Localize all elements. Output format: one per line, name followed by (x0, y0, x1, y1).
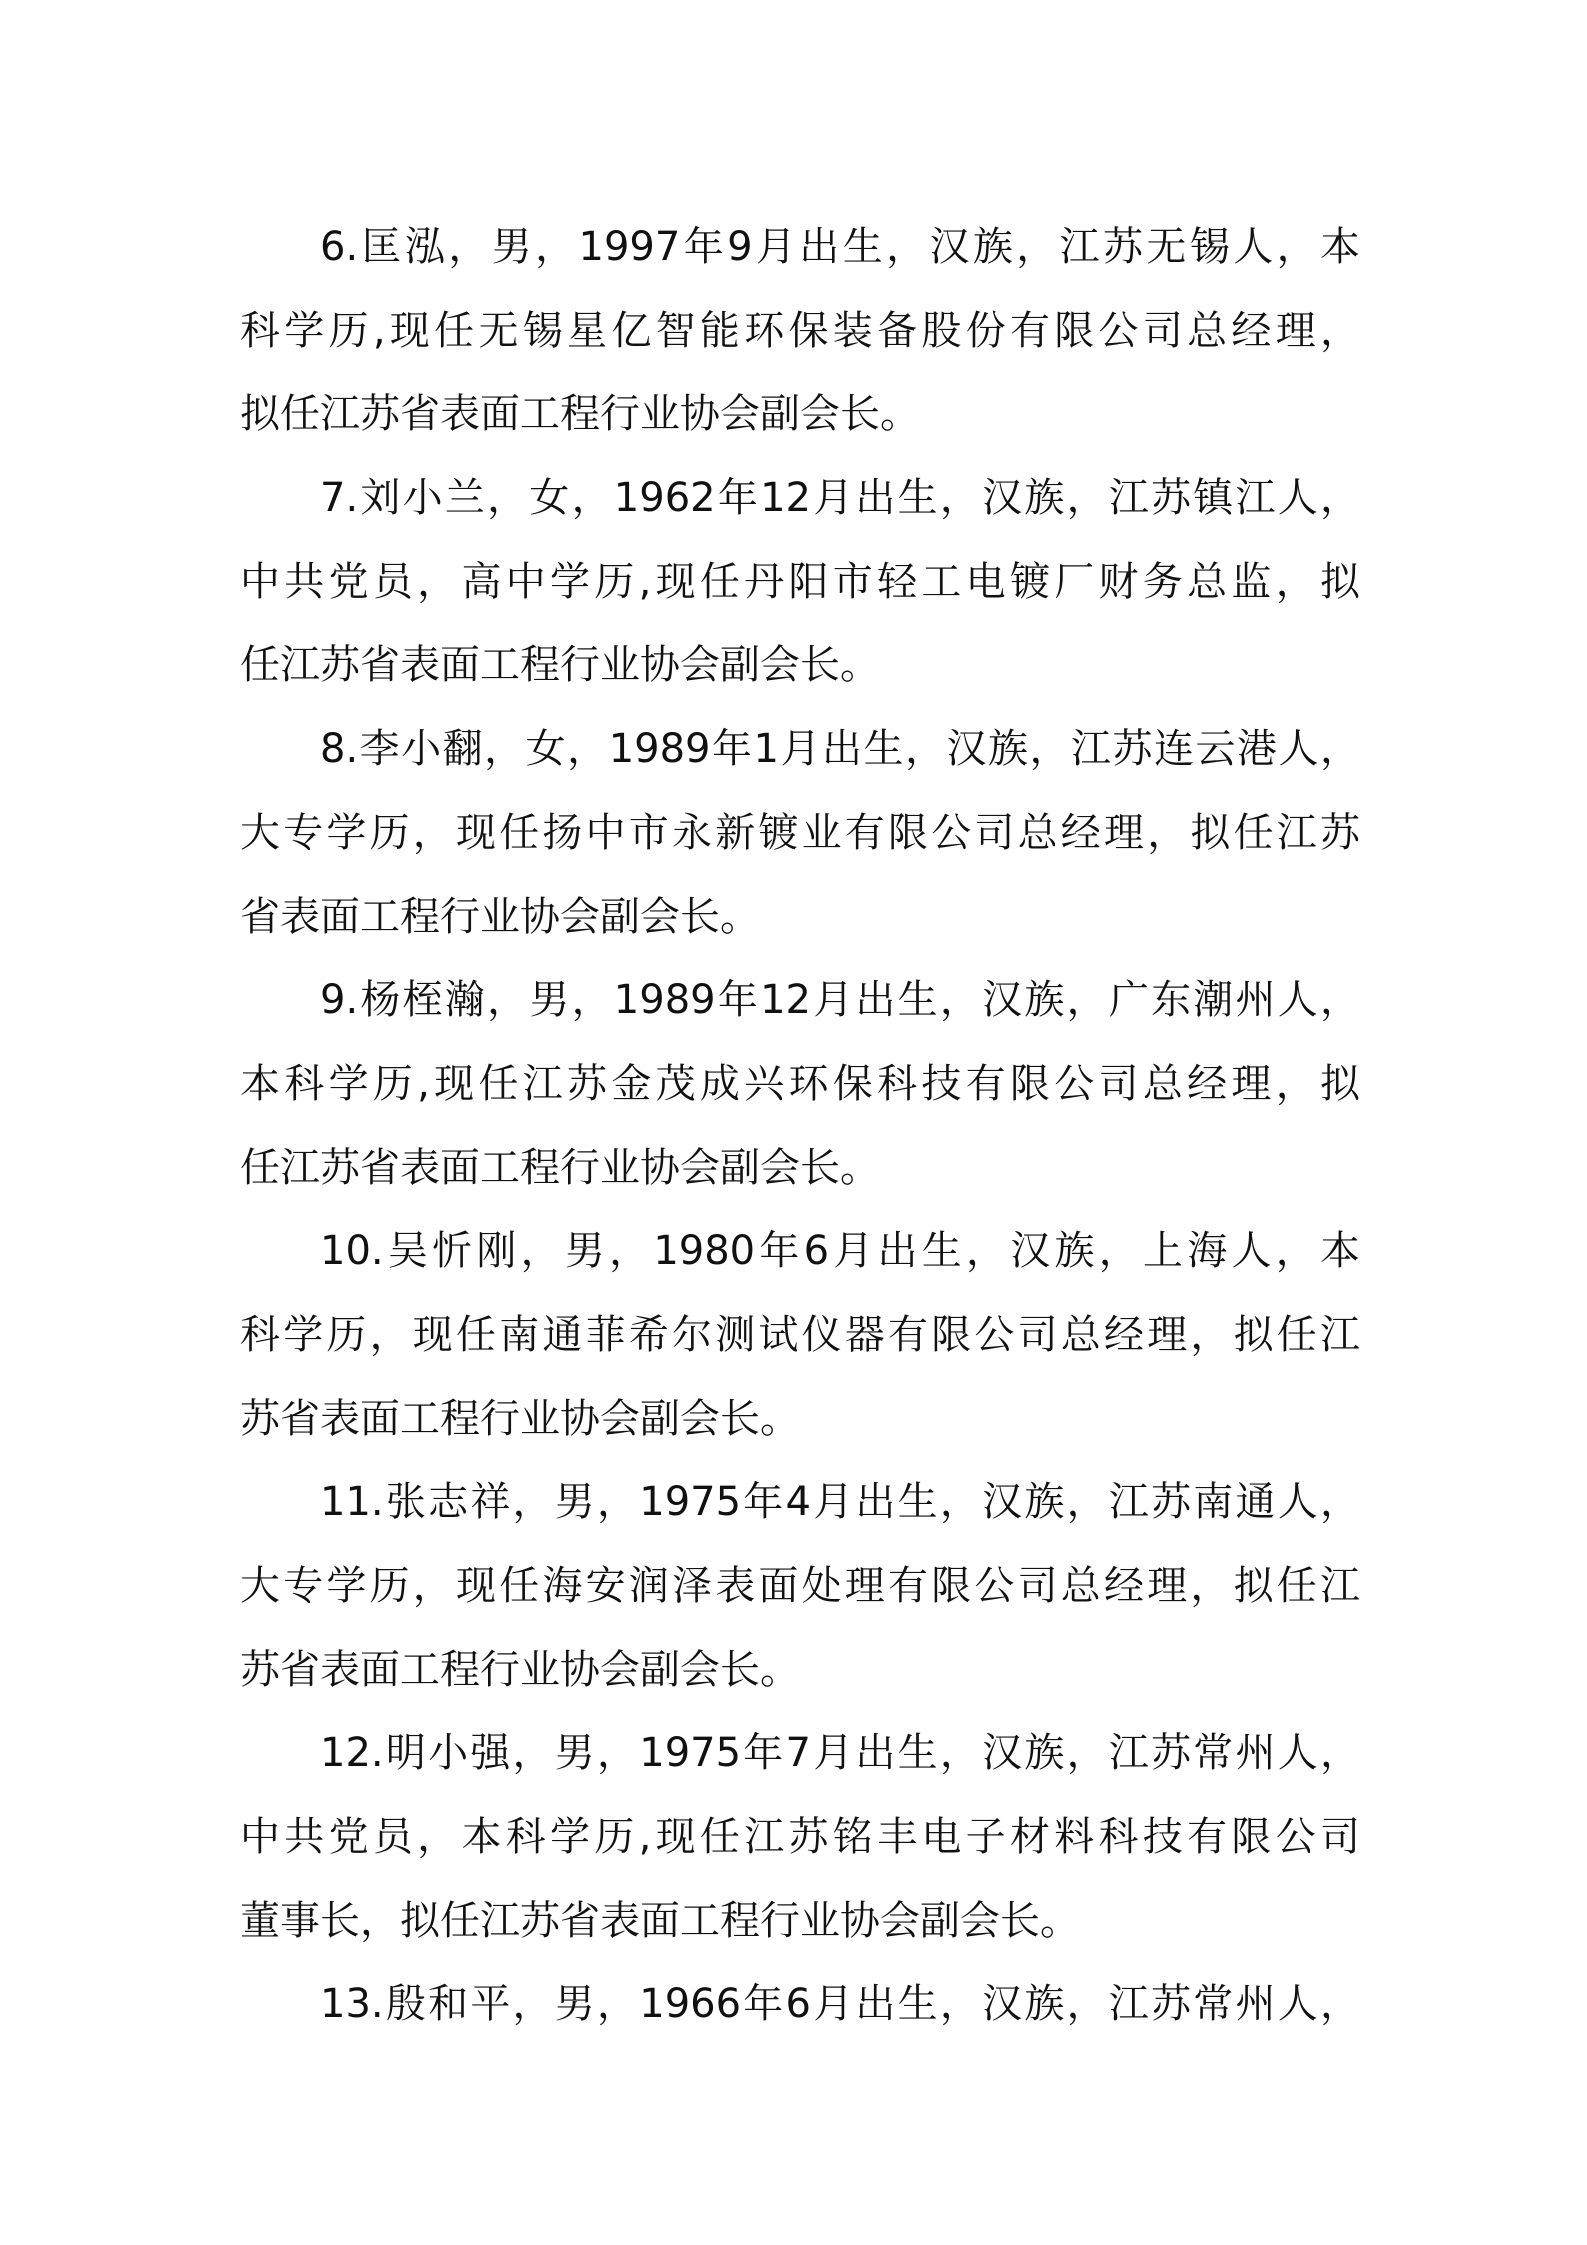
paragraph-line: 董事长，拟任江苏省表面工程行业协会副会长。 (240, 1897, 1080, 1944)
paragraph-line: 中共党员，高中学历,现任丹阳市轻工电镀厂财务总监，拟 (240, 558, 1360, 605)
paragraph-line: 拟任江苏省表面工程行业协会副会长。 (240, 391, 920, 438)
paragraph-line: 大专学历，现任海安润泽表面处理有限公司总经理，拟任江 (240, 1563, 1360, 1609)
paragraph-8 (240, 708, 1360, 959)
paragraph-line: 12.明小强，男，1975年7月出生，汉族，江苏常州人， (320, 1730, 1360, 1777)
paragraph-line: 11.张志祥，男，1975年4月出生，汉族，江苏南通人， (320, 1479, 1360, 1526)
paragraph-line: 中共党员，本科学历,现任江苏铭丰电子材料科技有限公司 (240, 1814, 1360, 1861)
paragraph-line: 8.李小翻，女，1989年1月出生，汉族，江苏连云港人， (320, 726, 1360, 773)
paragraph-13 (240, 1963, 1360, 2047)
paragraph-line: 科学历,现任无锡星亿智能环保装备股份有限公司总经理， (240, 307, 1360, 354)
paragraph-11 (240, 1461, 1360, 1712)
document-body (240, 206, 1360, 2047)
paragraph-line: 本科学历,现任江苏金茂成兴环保科技有限公司总经理，拟 (240, 1060, 1360, 1107)
paragraph-line: 7.刘小兰，女，1962年12月出生，汉族，江苏镇江人， (320, 475, 1360, 522)
paragraph-10 (240, 1210, 1360, 1461)
paragraph-line: 13.殷和平，男，1966年6月出生，汉族，江苏常州人， (320, 1981, 1360, 2028)
paragraph-12 (240, 1712, 1360, 1963)
paragraph-line: 10.吴忻刚，男，1980年6月出生，汉族，上海人，本 (320, 1228, 1360, 1275)
paragraph-line: 省表面工程行业协会副会长。 (240, 893, 760, 940)
paragraph-line: 任江苏省表面工程行业协会副会长。 (240, 1144, 880, 1191)
paragraph-line: 科学历，现任南通菲希尔测试仪器有限公司总经理，拟任江 (240, 1311, 1360, 1358)
paragraph-line: 大专学历，现任扬中市永新镀业有限公司总经理，拟任江苏 (240, 809, 1360, 856)
paragraph-line: 任江苏省表面工程行业协会副会长。 (240, 642, 880, 689)
paragraph-line: 苏省表面工程行业协会副会长。 (240, 1646, 800, 1693)
paragraph-9 (240, 959, 1360, 1210)
paragraph-line: 苏省表面工程行业协会副会长。 (240, 1395, 800, 1442)
paragraph-line: 6.匡泓，男，1997年9月出生，汉族，江苏无锡人，本 (320, 224, 1360, 270)
paragraph-line: 9.杨桎瀚，男，1989年12月出生，汉族，广东潮州人， (320, 977, 1360, 1024)
paragraph-6 (240, 206, 1360, 457)
paragraph-7 (240, 457, 1360, 708)
